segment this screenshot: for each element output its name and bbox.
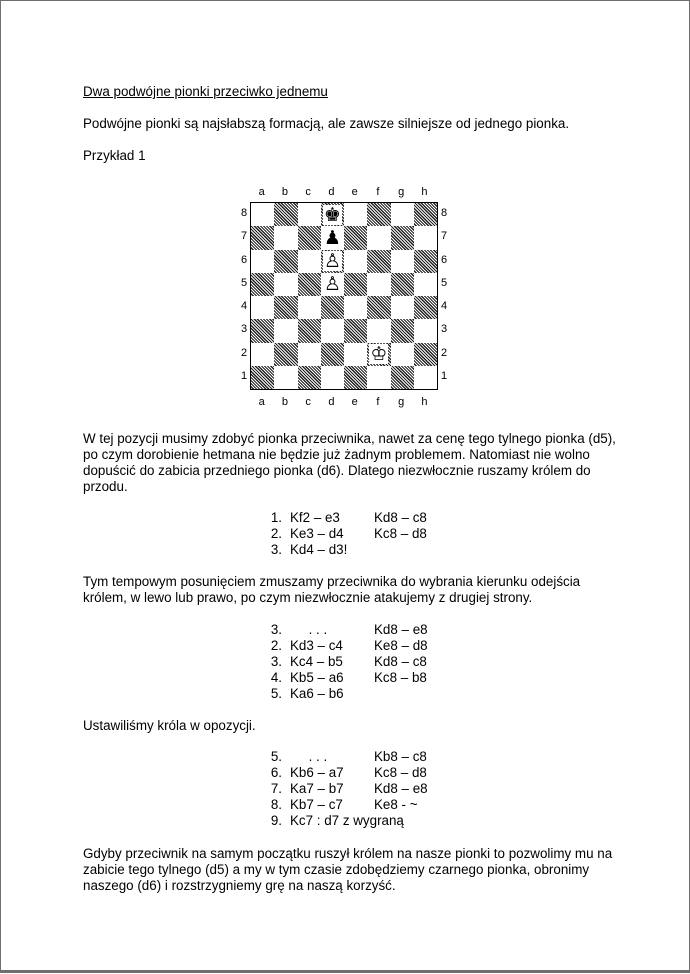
square-d8 (321, 203, 344, 226)
white-move: Kd4 – d3! (290, 542, 348, 557)
square-g4 (391, 296, 414, 319)
move-number: 3. (270, 654, 282, 669)
square-d2 (321, 343, 344, 366)
square-f8 (367, 203, 390, 226)
move-row (260, 638, 494, 654)
rank-label-3: 3 (440, 323, 448, 336)
square-f6 (367, 250, 390, 273)
move-number: 2. (270, 526, 282, 541)
square-h3 (414, 319, 437, 342)
white-move: Kc4 – b5 (290, 654, 343, 669)
square-a6 (251, 250, 274, 273)
board-ranks-left (238, 202, 250, 388)
white-move: Kd3 – c4 (290, 638, 343, 653)
square-c1 (298, 366, 321, 389)
square-h1 (414, 366, 437, 389)
square-b8 (274, 203, 297, 226)
square-e2 (344, 343, 367, 366)
chess-piece-d7: ♟ (323, 226, 341, 249)
white-move: Kf2 – e3 (290, 510, 340, 525)
square-a8 (251, 203, 274, 226)
square-d3 (321, 319, 344, 342)
white-move: Ka6 – b6 (290, 686, 344, 701)
move-row (260, 670, 494, 686)
moves-list-a (260, 510, 494, 558)
move-number: 3. (270, 542, 282, 557)
square-b3 (274, 319, 297, 342)
chess-piece-d8: ♚ (323, 203, 341, 226)
black-move: Kc8 – d8 (374, 526, 427, 541)
square-e6 (344, 250, 367, 273)
square-b4 (274, 296, 297, 319)
move-row (260, 542, 494, 558)
black-move (374, 542, 494, 558)
square-h7 (414, 226, 437, 249)
square-d6 (321, 250, 344, 273)
square-g6 (391, 250, 414, 273)
rank-label-5: 5 (240, 276, 248, 289)
square-f5 (367, 273, 390, 296)
board-files-bottom (250, 395, 436, 409)
square-h4 (414, 296, 437, 319)
rank-label-2: 2 (240, 346, 248, 359)
square-e8 (344, 203, 367, 226)
white-move: Kc7 : d7 z wygraną (290, 813, 404, 828)
black-move (374, 686, 494, 702)
square-d1 (321, 366, 344, 389)
square-e7 (344, 226, 367, 249)
black-move: Ke8 – d8 (374, 638, 428, 653)
paragraph-3: Ustawiliśmy króla w opozycji. (83, 718, 256, 733)
intro-paragraph: Podwójne pionki są najsłabszą formacją, ale zawsze silniejsze od jednego pionka. (83, 116, 570, 131)
chess-piece-d5: ♙ (323, 273, 341, 296)
chess-piece-f2: ♔ (370, 343, 388, 366)
square-d7 (321, 226, 344, 249)
rank-label-1: 1 (440, 369, 448, 382)
black-move: Kc8 – b8 (374, 670, 427, 685)
square-h8 (414, 203, 437, 226)
square-g5 (391, 273, 414, 296)
move-row (260, 510, 494, 526)
square-a7 (251, 226, 274, 249)
file-label-h: h (421, 396, 428, 408)
file-label-b: b (281, 186, 288, 198)
rank-label-5: 5 (440, 276, 448, 289)
square-d5 (321, 273, 344, 296)
board-ranks-right (438, 202, 450, 388)
paragraph-4: Gdyby przeciwnik na samym początku ruszył królem na nasze pionki to pozwolimy mu na zabicie tego tylnego (d5) a my w tym czasie zdobędziemy czarnego pionka, obronimy naszego (d6) i rozstrzygniemy grę na naszą korzyść. (83, 846, 613, 893)
move-row (260, 622, 494, 638)
square-b2 (274, 343, 297, 366)
square-e1 (344, 366, 367, 389)
black-move: Kd8 – e8 (374, 781, 428, 796)
rank-label-6: 6 (440, 253, 448, 266)
square-b6 (274, 250, 297, 273)
move-row (260, 749, 494, 765)
square-b5 (274, 273, 297, 296)
square-g2 (391, 343, 414, 366)
black-move: Kd8 – e8 (374, 622, 428, 637)
chess-board (250, 202, 438, 390)
square-h6 (414, 250, 437, 273)
square-c3 (298, 319, 321, 342)
rank-label-6: 6 (240, 253, 248, 266)
move-row (260, 765, 494, 781)
square-c7 (298, 226, 321, 249)
square-c4 (298, 296, 321, 319)
white-move: Ke3 – d4 (290, 526, 344, 541)
move-number: 5. (270, 686, 282, 701)
move-row (260, 686, 494, 702)
black-move: Kd8 – c8 (374, 654, 427, 669)
rank-label-1: 1 (240, 369, 248, 382)
square-c6 (298, 250, 321, 273)
chess-piece-d6: ♙ (323, 250, 341, 273)
file-label-d: d (328, 186, 335, 198)
square-c2 (298, 343, 321, 366)
rank-label-8: 8 (240, 207, 248, 219)
square-a3 (251, 319, 274, 342)
file-label-f: f (376, 186, 380, 198)
rank-label-7: 7 (440, 230, 448, 243)
move-row (260, 654, 494, 670)
square-a4 (251, 296, 274, 319)
square-h5 (414, 273, 437, 296)
file-label-c: c (305, 186, 311, 198)
square-f3 (367, 319, 390, 342)
paragraph-2: Tym tempowym posunięciem zmuszamy przeciwnika do wybrania kierunku odejścia królem, w lewo lub prawo, po czym niezwłocznie atakujemy z drugiej strony. (83, 574, 581, 605)
move-row (260, 781, 494, 797)
square-f2 (367, 343, 390, 366)
square-b7 (274, 226, 297, 249)
white-move: Ka7 – b7 (290, 781, 344, 796)
square-e5 (344, 273, 367, 296)
file-label-c: c (305, 396, 311, 408)
black-move: Kc8 – d8 (374, 765, 427, 780)
paragraph-1: W tej pozycji musimy zdobyć pionka przeciwnika, nawet za cenę tego tylnego pionka (d5), po czym dorobienie hetmana nie będzie już żadnym problemem. Natomiast nie wolno dopuścić do zabicia przedniego pionka (d6). Dlatego niezwłocznie ruszamy królem do przodu. (83, 431, 616, 494)
rank-label-3: 3 (240, 323, 248, 336)
rank-label-7: 7 (240, 230, 248, 243)
square-f4 (367, 296, 390, 319)
moves-list-b (260, 622, 494, 702)
square-g1 (391, 366, 414, 389)
rank-label-2: 2 (440, 346, 448, 359)
square-f1 (367, 366, 390, 389)
square-c8 (298, 203, 321, 226)
square-g3 (391, 319, 414, 342)
square-d4 (321, 296, 344, 319)
square-b1 (274, 366, 297, 389)
file-label-h: h (421, 186, 428, 198)
move-row (260, 526, 494, 542)
rank-label-4: 4 (240, 300, 248, 312)
move-number: 6. (270, 765, 282, 780)
square-a5 (251, 273, 274, 296)
square-g8 (391, 203, 414, 226)
black-move: Kd8 – c8 (374, 510, 427, 525)
white-move: . . . (290, 749, 328, 764)
square-g7 (391, 226, 414, 249)
square-h2 (414, 343, 437, 366)
file-label-f: f (376, 396, 380, 408)
document-title: Dwa podwójne pionki przeciwko jednemu (83, 84, 328, 99)
white-move: Kb7 – c7 (290, 797, 343, 812)
moves-list-c (260, 749, 494, 829)
file-label-g: g (398, 396, 405, 408)
square-a2 (251, 343, 274, 366)
file-label-b: b (281, 396, 288, 408)
black-move (374, 813, 494, 829)
move-number: 3. (270, 622, 282, 637)
file-label-e: e (351, 396, 358, 408)
move-row (260, 797, 494, 813)
rank-label-8: 8 (440, 207, 448, 219)
square-e3 (344, 319, 367, 342)
file-label-a: a (258, 186, 265, 198)
file-label-e: e (351, 186, 358, 198)
file-label-a: a (258, 396, 265, 408)
file-label-d: d (328, 396, 335, 408)
move-row (260, 813, 494, 829)
file-label-g: g (398, 186, 405, 198)
white-move: Kb5 – a6 (290, 670, 344, 685)
black-move: Ke8 - ~ (374, 797, 418, 812)
move-number: 5. (270, 749, 282, 764)
move-number: 7. (270, 781, 282, 796)
square-e4 (344, 296, 367, 319)
white-move: . . . (290, 622, 328, 637)
square-c5 (298, 273, 321, 296)
move-number: 9. (270, 813, 282, 828)
move-number: 8. (270, 797, 282, 812)
move-number: 2. (270, 638, 282, 653)
square-f7 (367, 226, 390, 249)
move-number: 1. (270, 510, 282, 525)
rank-label-4: 4 (440, 300, 448, 312)
white-move: Kb6 – a7 (290, 765, 344, 780)
move-number: 4. (270, 670, 282, 685)
example-label: Przykład 1 (83, 148, 146, 163)
black-move: Kb8 – c8 (374, 749, 427, 764)
board-files-top (250, 185, 436, 199)
square-a1 (251, 366, 274, 389)
